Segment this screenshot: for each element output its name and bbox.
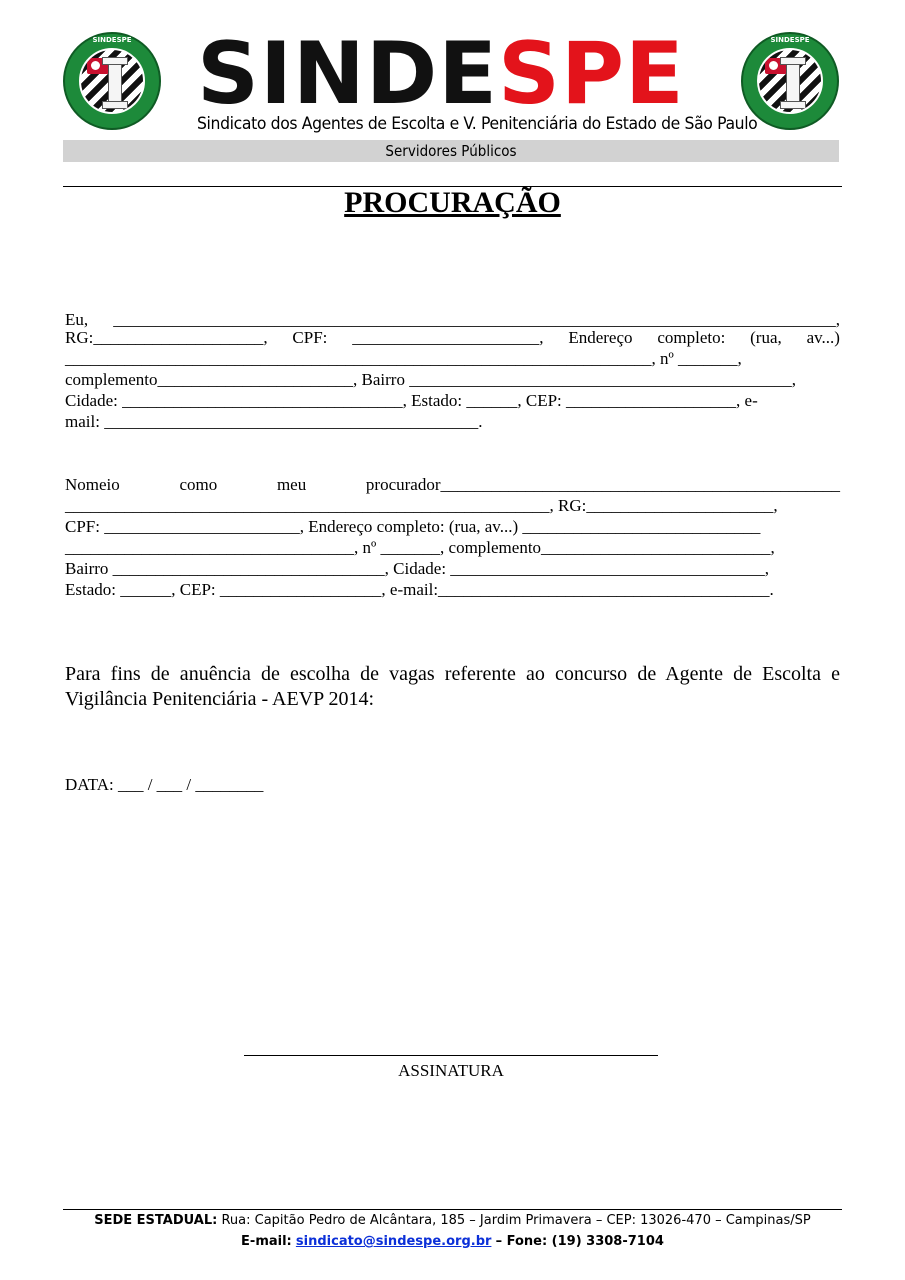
footer-divider: [63, 1209, 842, 1210]
signature-label: ASSINATURA: [398, 1061, 504, 1080]
logo-wordmark: SINDESPE: [197, 24, 685, 124]
subtitle-bar: [63, 140, 839, 162]
footer-contact: [0, 1234, 905, 1249]
pillar-icon: [108, 60, 122, 106]
attorney-line-1: Nomeio como meu procurador_______________________________________________: [65, 475, 840, 494]
union-seal-left: [63, 32, 161, 130]
union-seal-right: [741, 32, 839, 130]
page-title: PROCURAÇÃO: [344, 186, 561, 219]
grantor-line-2: RG:____________________, CPF: ______________________, Endereço completo: (rua, av...): [65, 328, 840, 347]
attorney-line-5: Bairro ________________________________, Cidade: _____________________________________,: [65, 559, 770, 578]
grantor-line-6: mail: ____________________________________________.: [65, 412, 483, 431]
email-label: E-mail:: [241, 1234, 292, 1249]
seal-text: SINDESPE: [770, 36, 810, 44]
attorney-line-3: CPF: _______________________, Endereço completo: (rua, av...) ____________________________: [65, 517, 761, 536]
attorney-line-2: _________________________________________________________, RG:______________________,: [65, 496, 778, 515]
grantor-line-3: _____________________________________________________________________, nº _______,: [65, 349, 742, 368]
subtitle: Servidores Públicos: [385, 142, 517, 160]
purpose-paragraph: Para fins de anuência de escolha de vagas referente ao concurso de Agente de Escolta e Vigilância Penitenciária - AEVP 2014:: [65, 663, 840, 710]
pillar-icon: [786, 60, 800, 106]
email-link[interactable]: sindicato@sindespe.org.br: [295, 1234, 492, 1249]
address: Rua: Capitão Pedro de Alcântara, 185 – Jardim Primavera – CEP: 13026-470 – Campinas/SP: [221, 1213, 811, 1228]
organization-name: Sindicato dos Agentes de Escolta e V. Penitenciária do Estado de São Paulo: [197, 114, 758, 134]
attorney-line-6: Estado: ______, CEP: ___________________, e-mail:_______________________________________.: [65, 580, 774, 599]
grantor-line-4: complemento_______________________, Bairro _____________________________________________,: [65, 370, 796, 389]
signature-line: [244, 1055, 658, 1056]
attorney-line-4: __________________________________, nº _______, complemento___________________________,: [65, 538, 775, 557]
seal-text: SINDESPE: [92, 36, 132, 44]
phone: – Fone: (19) 3308-7104: [495, 1234, 664, 1249]
sede-label: SEDE ESTADUAL:: [94, 1213, 218, 1228]
grantor-line-5: Cidade: _________________________________, Estado: ______, CEP: ____________________, e-: [65, 391, 758, 410]
grantor-line-1: Eu, _____________________________________________________________________________________,: [65, 310, 840, 329]
letterhead: [63, 24, 839, 164]
date-line: DATA: ___ / ___ / ________: [65, 775, 264, 794]
footer-address: [0, 1213, 905, 1228]
